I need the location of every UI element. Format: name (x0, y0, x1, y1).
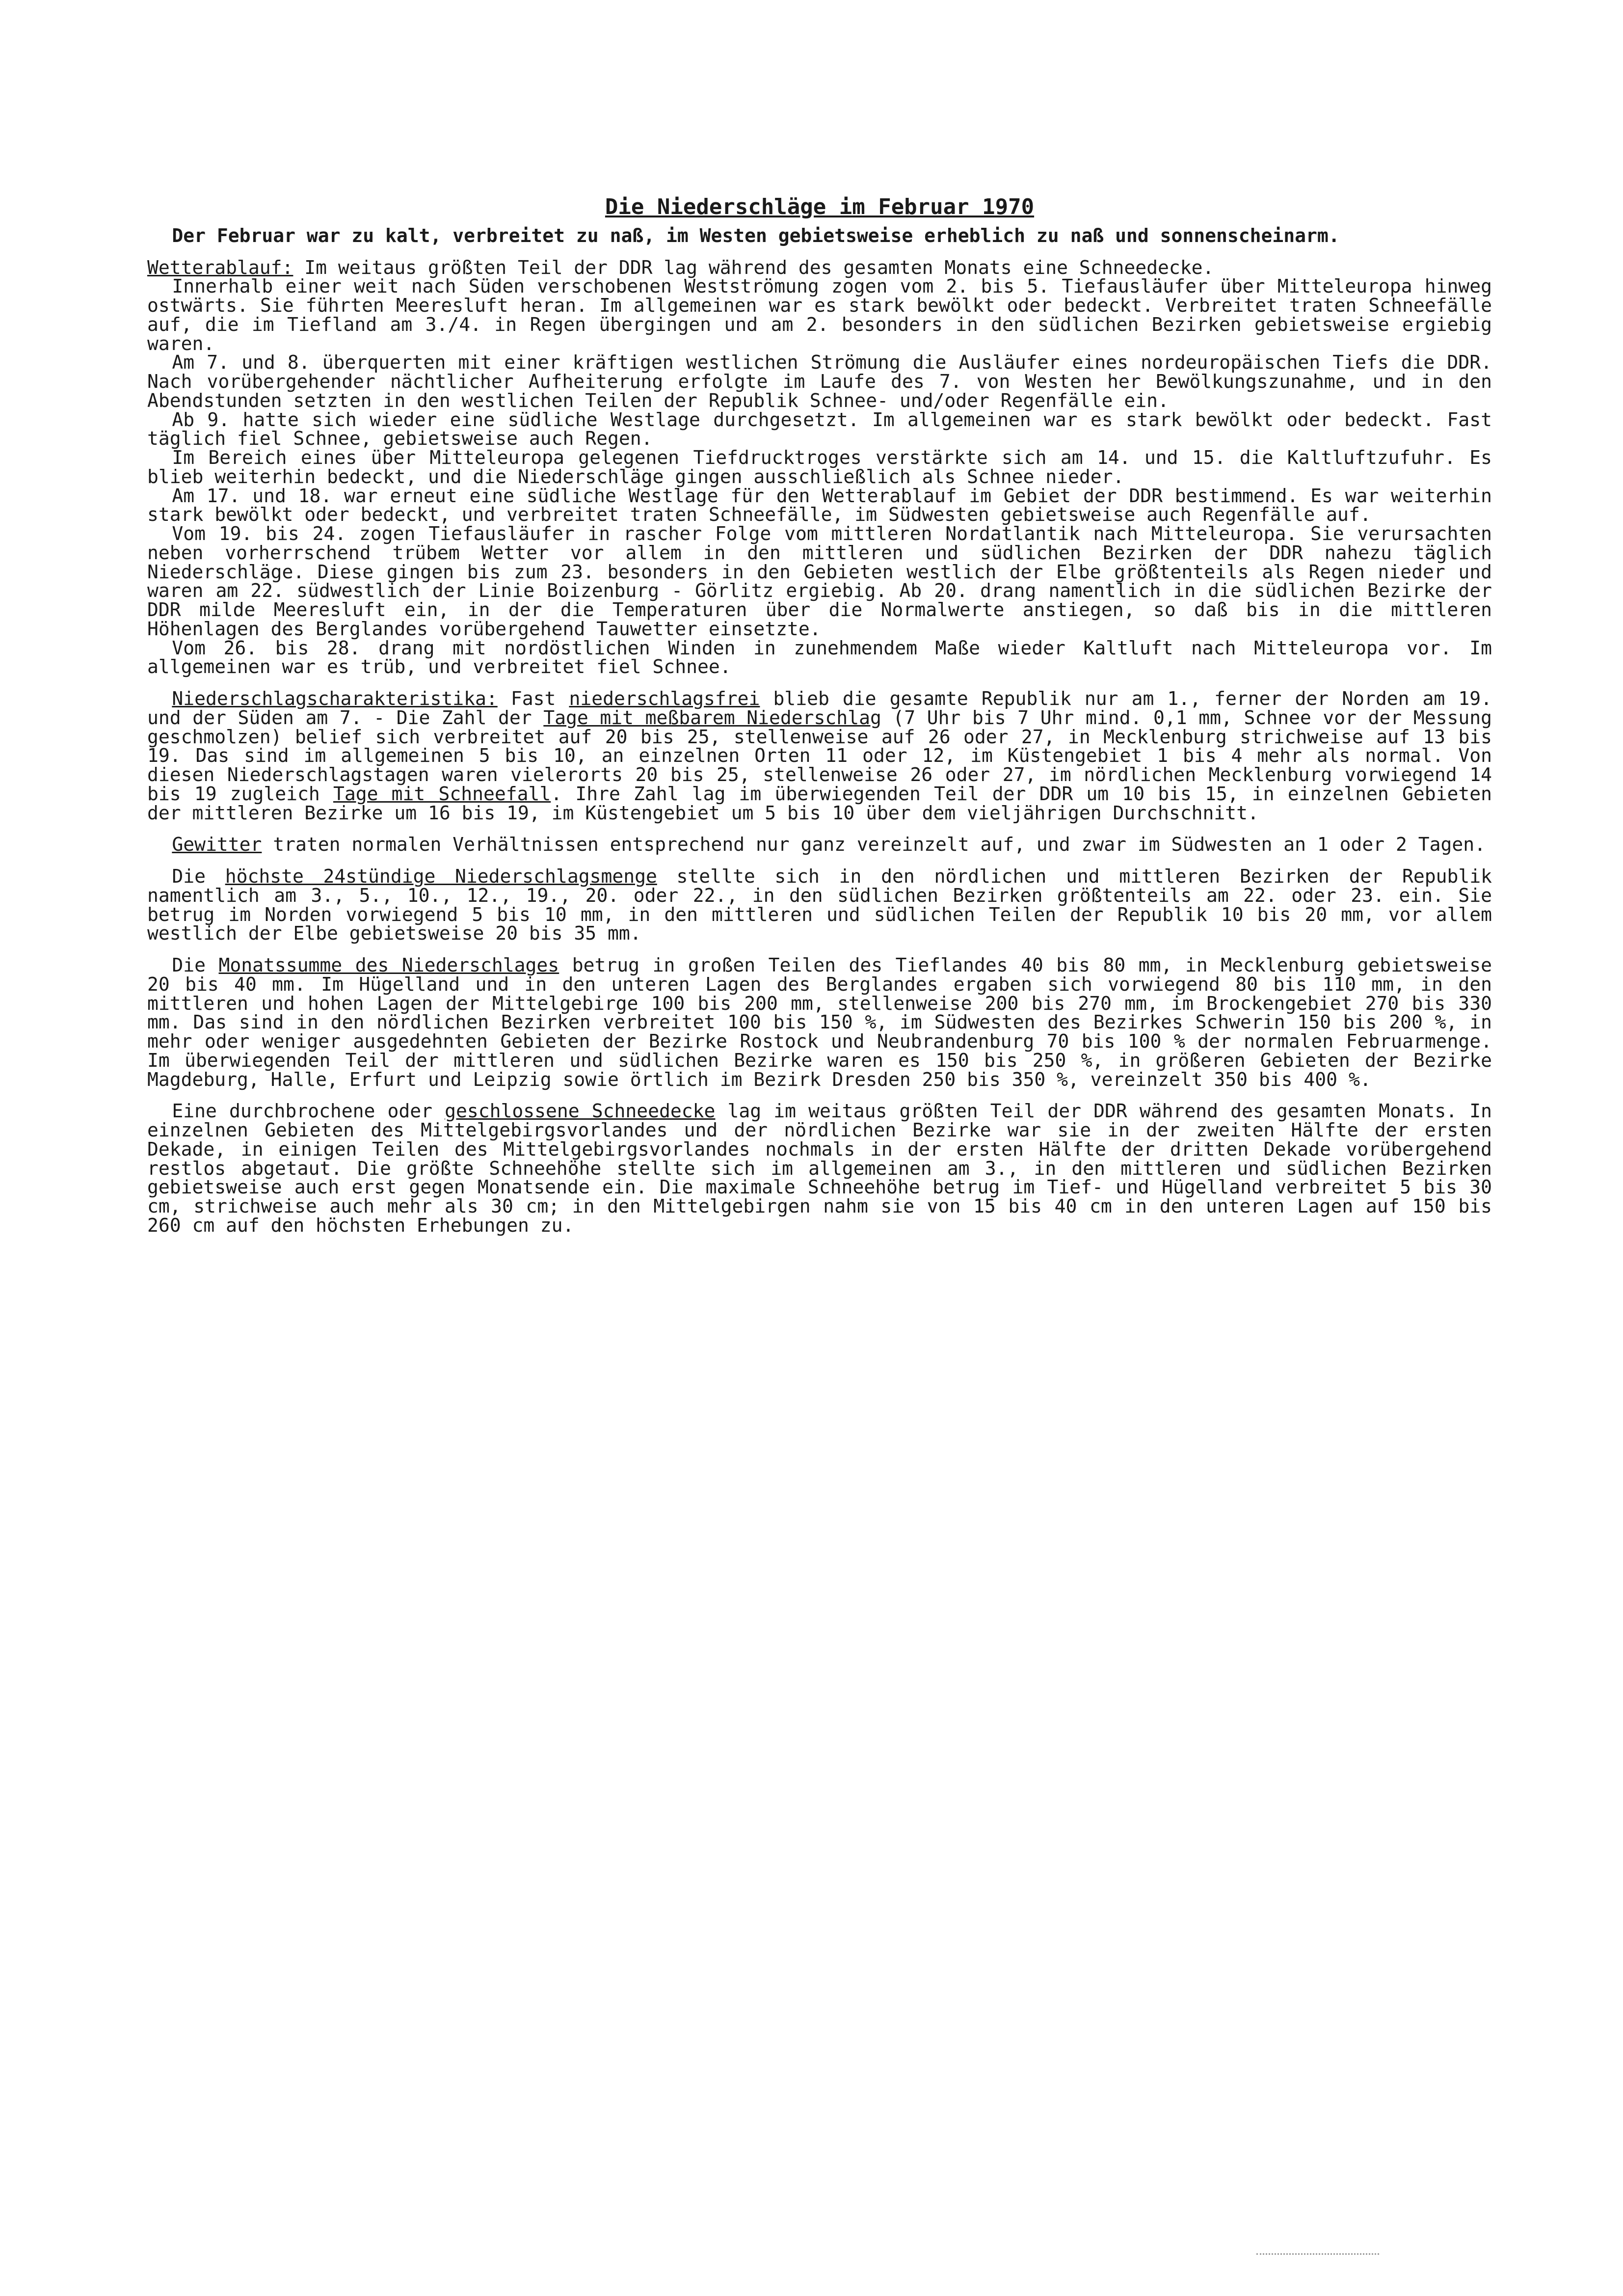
wetterablauf-lead (147, 258, 1492, 277)
charakteristika-text: . Ihre Zahl lag im überwiegenden Teil der DDR um 10 bis 15, in einzelnen Gebieten der mittleren Bezirke um 16 bis 19, im Küstengebiet um 5 bis 10 über dem vieljährigen Durchschnitt. (147, 783, 1492, 824)
charakteristika-text: (7 Uhr bis 7 Uhr mind. 0,1 mm, Schnee vor der Messung geschmolzen) belief sich verbreitet auf 20 bis 25, stellenweise auf 26 oder 27, in Mecklenburg strichweise auf 13 bis 19. Das sind im allgemeinen 5 bis 10, an einzelnen Orten 11 oder 12, im Küstengebiet 1 bis 4 mehr als normal. Von diesen Niederschlagstagen waren vielerorts 20 bis 25, stellenweise 26 oder 27, im nördlichen Mecklenburg vorwiegend 14 bis 19 zugleich (147, 706, 1492, 805)
hoechste-paragraph (147, 867, 1492, 943)
wetterablauf-label: Wetterablauf: (147, 256, 293, 278)
monatssumme-text: Die (172, 954, 219, 976)
charakteristika-term: Tage mit meßbarem Niederschlag (543, 706, 881, 729)
schneedecke-text: lag im weitaus größten Teil der DDR während des gesamten Monats. In einzelnen Gebieten des Mittelgebirgsvorlandes und der nördlichen Bezirke war sie in der zweiten Hälfte der ersten Dekade, in einigen Teilen des Mittelgebirgsvorlandes nochmals in der ersten Hälfte der dritten Dekade vorübergehend restlos abgetaut. Die größte Schneehöhe stellte sich im allgemeinen am 3., in den mittleren und südlichen Bezirken gebietsweise auch erst gegen Monatsende ein. Die maximale Schneehöhe betrug im Tief- und Hügelland verbreitet 5 bis 30 cm, strichweise auch mehr als 30 cm; in den Mittelgebirgen nahm sie von 15 bis 40 cm in den unteren Lagen auf 150 bis 260 cm auf den höchsten Erhebungen zu. (147, 1100, 1492, 1236)
wetterablauf-paragraph: Vom 19. bis 24. zogen Tiefausläufer in rascher Folge vom mittleren Nordatlantik nach Mitteleuropa. Sie verursachten neben vorherrschend trübem Wetter vor allem in den mittleren und südlichen Bezirken der DDR nahezu täglich Niederschläge. Diese gingen bis zum 23. besonders in den Gebieten westlich der Elbe größtenteils als Regen nieder und waren am 22. südwestlich der Linie Boizenburg - Görlitz ergiebig. Ab 20. drang namentlich in die südlichen Bezirke der DDR milde Meeresluft ein, in der die Temperaturen über die Normalwerte anstiegen, so daß bis in die mittleren Höhenlagen des Berglandes vorübergehend Tauwetter einsetzte. (147, 523, 1492, 640)
gewitter-label: Gewitter (172, 834, 262, 856)
hoechste-text: stellte sich in den nördlichen und mittleren Bezirken der Republik namentlich am 3., 5., 10., 12., 19., 20. oder 22., in den südlichen Bezirken größtenteils am 22. oder 23. ein. Sie betrug im Norden vorwiegend 5 bis 10 mm, in den mittleren und südlichen Teilen der Republik 10 bis 20 mm, vor allem westlich der Elbe gebietsweise 20 bis 35 mm. (147, 865, 1492, 945)
monatssumme-term: Monatssumme des Niederschlages (218, 954, 559, 976)
intro-paragraph: Der Februar war zu kalt, verbreitet zu naß, im Westen gebietsweise erheblich zu naß und sonnenscheinarm. (172, 224, 1340, 246)
wetterablauf-paragraph: Am 7. und 8. überquerten mit einer kräftigen westlichen Strömung die Ausläufer eines nordeuropäischen Tiefs die DDR. Nach vorübergehender nächtlicher Aufheiterung erfolgte im Laufe des 7. von Westen her Bewölkungszunahme, und in den Abendstunden setzten in den westlichen Teilen der Republik Schnee- und/oder Regenfälle ein. (147, 351, 1492, 411)
charakteristika-term: niederschlagsfrei (569, 688, 760, 710)
charakteristika-paragraph (147, 689, 1492, 822)
charakteristika-label: Niederschlagscharakteristika: (172, 688, 498, 710)
wetterablauf-lead-text: Im weitaus größten Teil der DDR lag während des gesamten Monats eine Schneedecke. (293, 256, 1214, 278)
charakteristika-term: Tage mit Schneefall (333, 783, 551, 805)
gewitter-text: traten normalen Verhältnissen entsprechend nur ganz vereinzelt auf, und zwar im Südwesten an 1 oder 2 Tagen. (262, 834, 1486, 856)
hoechste-term: höchste 24stündige Niederschlagsmenge (225, 865, 657, 888)
monatssumme-text: betrug in großen Teilen des Tieflandes 40 bis 80 mm, in Mecklenburg gebietsweise 20 bis 40 mm. Im Hügelland und in den unteren Lagen des Berglandes ergaben sich vorwiegend 80 bis 110 mm, in den mittleren und hohen Lagen der Mittelgebirge 100 bis 200 mm, stellenweise 200 bis 270 mm, im Brockengebiet 270 bis 330 mm. Das sind in den nördlichen Bezirken verbreitet 100 bis 150 %, im Südwesten des Bezirkes Schwerin 150 bis 200 %, in mehr oder weniger ausgedehnten Gebieten der Bezirke Rostock und Neubrandenburg 70 bis 100 % der normalen Februarmenge. Im überwiegenden Teil der mittleren und südlichen Bezirke waren es 150 bis 250 %, in größeren Gebieten der Bezirke Magdeburg, Halle, Erfurt und Leipzig sowie örtlich im Bezirk Dresden 250 bis 350 %, vereinzelt 350 bis 400 %. (147, 954, 1492, 1090)
charakteristika-text: Fast (497, 688, 569, 710)
wetterablauf-paragraph: Innerhalb einer weit nach Süden verschobenen Westströmung zogen vom 2. bis 5. Tiefausläufer über Mitteleuropa hinweg ostwärts. Sie führten Meeresluft heran. Im allgemeinen war es stark bewölkt oder bedeckt. Verbreitet traten Schneefälle auf, die im Tiefland am 3./4. in Regen übergingen und am 2. besonders in den südlichen Bezirken gebietsweise ergiebig waren. (147, 275, 1492, 354)
wetterablauf-paragraph: Vom 26. bis 28. drang mit nordöstlichen Winden in zunehmendem Maße wieder Kaltluft nach Mitteleuropa vor. Im allgemeinen war es trüb, und verbreitet fiel Schnee. (147, 637, 1492, 678)
gewitter-paragraph (147, 835, 1492, 854)
charakteristika-text: blieb die gesamte Republik nur am 1., ferner der Norden am 19. und der Süden am 7. - Die Zahl der (147, 688, 1492, 729)
hoechste-text: Die (172, 865, 225, 888)
document-title: Die Niederschläge im Februar 1970 (605, 194, 1035, 219)
wetterablauf-paragraph: Am 17. und 18. war erneut eine südliche Westlage für den Wetterablauf im Gebiet der DDR bestimmend. Es war weiterhin stark bewölkt oder bedeckt, und verbreitet traten Schneefälle, im Südwesten gebietsweise auch Regenfälle auf. (147, 485, 1492, 526)
wetterablauf-paragraph: Im Bereich eines über Mitteleuropa gelegenen Tiefdrucktroges verstärkte sich am 14. und 15. die Kaltluftzufuhr. Es blieb weiterhin bedeckt, und die Niederschläge gingen ausschließlich als Schnee nieder. (147, 447, 1492, 487)
document-page (147, 196, 1492, 1235)
schneedecke-text: Eine durchbrochene oder (172, 1100, 445, 1122)
wetterablauf-paragraph: Ab 9. hatte sich wieder eine südliche Westlage durchgesetzt. Im allgemeinen war es stark bewölkt oder bedeckt. Fast täglich fiel Schnee, gebietsweise auch Regen. (147, 408, 1492, 450)
schneedecke-paragraph (147, 1102, 1492, 1235)
footer-dotted-mark (1256, 2253, 1379, 2255)
monatssumme-paragraph (147, 956, 1492, 1089)
schneedecke-term: geschlossene Schneedecke (445, 1100, 716, 1122)
